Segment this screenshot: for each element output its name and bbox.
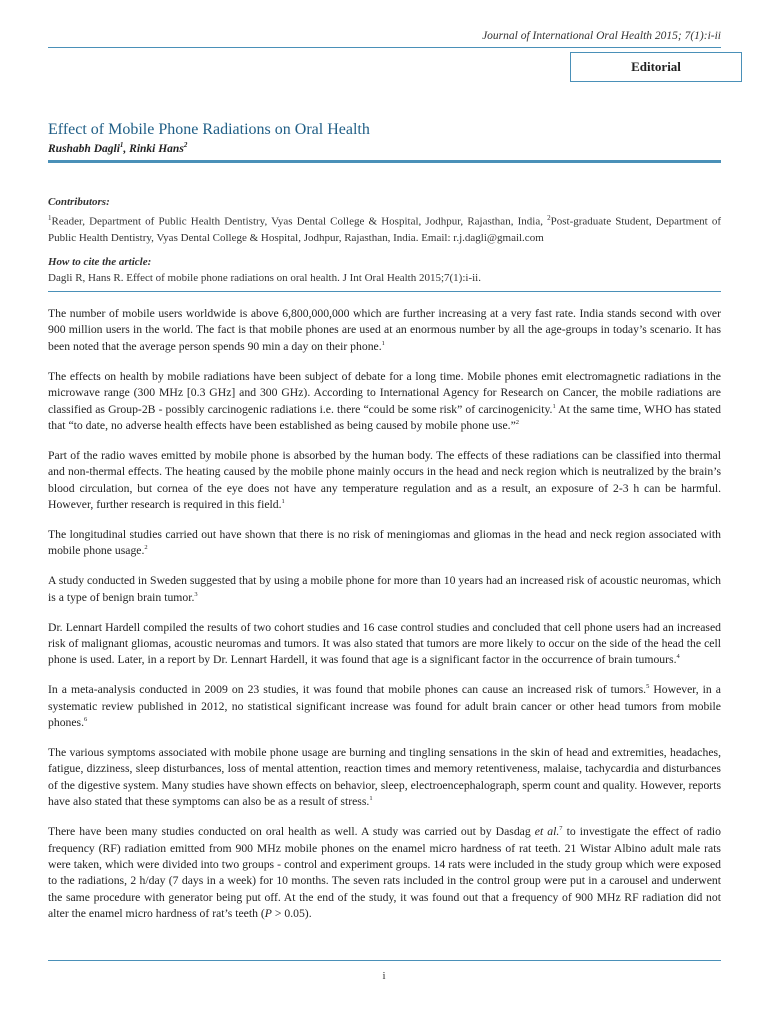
header-divider: [48, 47, 721, 48]
affiliation-text: Reader, Department of Public Health Dentistry, Vyas Dental College & Hospital, Jodhpur, Rajasthan, India,: [51, 215, 548, 228]
section-label: Editorial: [631, 59, 681, 74]
reference-mark: 1: [281, 498, 285, 506]
reference-mark: 7: [559, 825, 563, 833]
article-body: [48, 306, 721, 936]
reference-mark: 3: [194, 590, 198, 598]
citation-label: How to cite the article:: [48, 256, 152, 268]
author-list: Rushabh Dagli$^1$, Rinki Hans$^2$: [48, 141, 188, 155]
reference-mark: 1: [552, 402, 556, 410]
front-matter-divider: [48, 291, 721, 292]
citation-block: [48, 254, 721, 286]
reference-mark: 2: [515, 419, 520, 427]
et-al: et al.: [534, 825, 560, 839]
reference-mark: 4: [676, 653, 680, 661]
body-paragraph: Dr. Lennart Hardell compiled the results of two cohort studies and 16 case control studies and concluded that cell phone users had an increased risk of malignant gliomas, acoustic neuromas and tumors. It was also stated that tumors are more likely to occur on the side of the head the cell phone is used. Later, in a report by Dr. Lennart Hardell, it was found that age is a significant factor in the occurrence of brain tumours.$^4$: [48, 620, 721, 667]
affiliation-text: Post-graduate Student, Department of Public Health Dentistry, Vyas Dental College & Hospital, Jodhpur, Rajasthan, India. Email: r.j.dagli@gmail.com: [48, 215, 721, 244]
body-paragraph: The number of mobile users worldwide is above 6,800,000,000 which are further increasing at a very fast rate. India stands second with over 900 million users in the world. The fact is that mobile phones are used at an enormous number by all the age-groups in today’s scenario. It has been noted that the average person spends 90 min a day on their phone.$^1$: [48, 307, 721, 353]
reference-mark: 1: [369, 795, 373, 803]
citation-text: Dagli R, Hans R. Effect of mobile phone radiations on oral health. J Int Oral Health 2015;7(1):i-ii.: [48, 272, 481, 284]
article-title: Effect of Mobile Phone Radiations on Oral Health: [48, 121, 370, 138]
body-paragraph: Part of the radio waves emitted by mobile phone is absorbed by the human body. The effects of these radiations can be classified into thermal and non-thermal effects. The heating caused by the mobile phone mainly occurs in the head and neck region which is neutralized by the brain’s blood circulation, but cornea of the eye does not have any temperature regulation and as a result, an exposure of 2-3 h can be harmful. However, further research is required in this field.$^1$: [48, 448, 721, 512]
author-affiliation-mark: 2: [183, 141, 188, 149]
footer-divider: [48, 960, 721, 961]
body-paragraph: The effects on health by mobile radiations have been subject of debate for a long time. Mobile phones emit electromagnetic radiations in the microwave range (300 MHz [0.3 GHz] and 300 GHz). According to International Agency for Research on Cancer, the mobile radiations are classified as Group-2B - possibly carcinogenic radiations i.e. there “could be some risk” of carcinogenicity.$^1$ At the same time, WHO has stated that “to date, no adverse health effects have been established as being caused by mobile phone use.”$^2$: [48, 369, 721, 432]
body-paragraph: In a meta-analysis conducted in 2009 on 23 studies, it was found that mobile phones can cause an increased risk of tumors.$^5$ However, in a systematic review published in 2012, no statistical significant increase was found for adult brain cancer or other head tumors from mobile phones.$^6$: [48, 683, 721, 730]
body-paragraph: The various symptoms associated with mobile phone usage are burning and tingling sensations in the skin of head and extremities, headaches, fatigue, dizziness, sleep disturbances, loss of mental attention, reaction times and memory retentiveness, malaise, tachycardia and disturbances of the digestive system. Many studies have shown effects on behavior, sleep, electroencephalograph, sperm count and quality. However, reports have also stated that these symptoms can also be as a result of stress.$^1$: [48, 746, 721, 809]
title-divider: [48, 160, 721, 163]
page-number: i: [382, 970, 386, 982]
reference-mark: 5: [646, 683, 650, 691]
reference-mark: 2: [144, 544, 148, 552]
journal-reference: Journal of International Oral Health 2015; 7(1):i-ii: [482, 30, 721, 42]
author-affiliation-mark: 1: [119, 141, 124, 149]
author-name: Rushabh Dagli: [48, 142, 120, 155]
affiliation-mark: 1: [48, 214, 52, 222]
affiliation-mark: 2: [547, 214, 551, 222]
contributors-label: Contributors:: [48, 196, 110, 208]
body-paragraph: The longitudinal studies carried out have shown that there is no risk of meningiomas and gliomas in the head and neck region associated with mobile phone usage.$^2$: [48, 527, 721, 558]
contributors-block: [48, 194, 721, 246]
body-paragraph: A study conducted in Sweden suggested that by using a mobile phone for more than 10 years had an increased risk of acoustic neuromas, which is a type of benign brain tumor.$^3$: [48, 574, 721, 604]
author-name: Rinki Hans: [129, 142, 184, 155]
body-paragraph: There have been many studies conducted on oral health as well. A study was carried out by Dasdag et al.$^7$ to investigate the effect of radio frequency (RF) radiation emitted from 900 MHz mobile phones on the enamel micro hardness of rat teeth. 21 Wistar Albino adult male rats were taken, which were divided into two groups - control and experiment groups. 14 rats were included in the study group which were exposed to the radiations, 2 h/day (7 days in a week) for 10 months. The seven rats included in the control group were put in a carousel and underwent the same procedure with generator being put off. At the end of the study, it was found out that a frequency of 900 MHz RF radiation did not alter the enamel micro hardness of rat’s teeth (P > 0.05).: [48, 825, 722, 921]
section-label-box: [570, 52, 742, 82]
reference-mark: 1: [381, 339, 385, 347]
reference-mark: 6: [84, 716, 88, 724]
p-value-symbol: P: [264, 907, 272, 921]
